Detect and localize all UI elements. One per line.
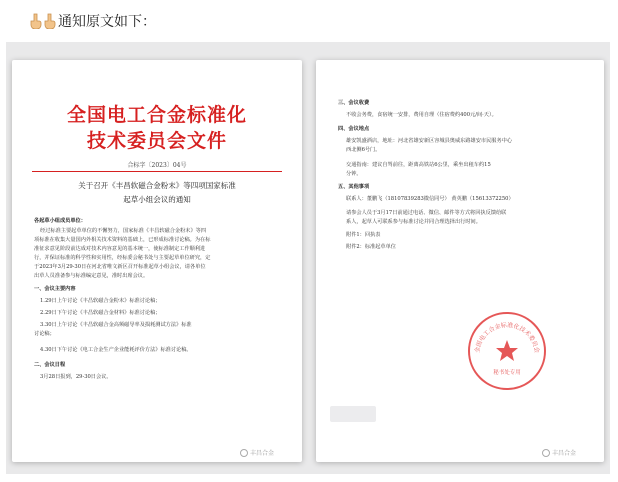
watermark — [542, 448, 576, 457]
red-divider — [32, 171, 282, 172]
transport-line: 交通指南：建议自驾前往，距离高铁站6公里，乘坐出租车约15 — [346, 162, 491, 168]
header-line-1: 全国电工合金标准化 — [66, 104, 247, 126]
note-line: 系人，起草人可联系参与标准讨论并同合理选择出行时间。 — [346, 219, 481, 225]
notice-title-line-1: 关于召开《丰昌软磁合金粉末》等四项国家标准 — [78, 181, 236, 190]
watermark-text: 丰昌合金 — [250, 450, 275, 457]
watermark — [240, 448, 274, 457]
transport-line: 分钟。 — [346, 171, 362, 177]
official-seal-stamp — [466, 310, 548, 392]
body-line: 经过标准主要起草单位的不懈努力，国家标准《丰昌软磁合金粉末》等四 — [40, 228, 207, 234]
document-page-2 — [316, 60, 604, 462]
seal-text: 全国电工合金标准化技术委员会 — [473, 321, 541, 354]
fee-text: 不收会务费，食宿统一安排，费用自理（住宿费约400元/间·天）。 — [346, 112, 497, 118]
seal-bottom-text: 秘书处专用 — [493, 370, 521, 376]
agenda-item: 4.30日下午讨论《电工合金生产企业能耗评价方法》标准讨论稿。 — [40, 347, 192, 353]
watermark-logo-icon — [542, 449, 550, 457]
section-heading-3: 三、会议收费 — [338, 100, 370, 106]
watermark-logo-icon — [240, 449, 248, 457]
document-image-stage — [6, 42, 610, 474]
agenda-item: 讨论稿； — [34, 331, 55, 337]
document-page-1 — [12, 60, 302, 462]
section-heading-2: 二、会议日程 — [34, 362, 66, 368]
attachment-2: 附件2：标准起草单位 — [346, 244, 396, 250]
intro-line — [30, 10, 156, 32]
body-line: 准征求意见阶段前达成对技术内容意见的基本统一，使标准制定工作顺利进 — [34, 246, 206, 252]
blurred-area — [330, 406, 376, 422]
contact-line: 联系人：董鹏飞（18107839283微信同号） 黄英鹏（15613372250） — [346, 196, 514, 202]
body-line: 于2023年3月29-30日在河北省唯文新区召开标准起草小组会议，请各单位 — [34, 264, 206, 270]
watermark-text: 丰昌合金 — [552, 450, 577, 457]
agenda-item: 1.29日上午讨论《丰昌软磁合金粉末》标准讨论稿； — [40, 298, 161, 304]
header-line-2: 技术委员会文件 — [86, 130, 227, 152]
note-line: 请参会人员于3月17日前通过电话、微信、邮件等方式将回执反馈给联 — [346, 210, 507, 216]
address-line: 西北侧6号门。 — [346, 147, 381, 153]
section-heading-1: 一、会议主要内容 — [34, 286, 76, 292]
agenda-item: 2.29日下午讨论《丰昌软磁合金材料》标准讨论稿； — [40, 310, 161, 316]
agenda-item: 3.30日上午讨论《丰昌软磁合金高频磁导率及损耗测试方法》标准 — [40, 322, 192, 328]
pointing-down-hand-icon — [30, 13, 42, 29]
seal-star-icon — [496, 340, 518, 361]
intro-text: 通知原文如下： — [58, 14, 156, 30]
section-heading-4: 四、会议地点 — [338, 126, 370, 132]
pointing-down-hand-icon — [44, 13, 56, 29]
body-line: 行，并保证标准的科学性和实用性，经标委会秘书处与主要起草单位研究，定 — [34, 255, 211, 261]
attachment-1: 附件1：回执表 — [346, 232, 381, 238]
body-line: 出草人员准备参与标准编定意见，准时出席会议。 — [34, 273, 149, 279]
address-line: 雄安凯盛酒店，地址：河北省雄安新区容城县奥威东路雄安市民服务中心 — [346, 138, 513, 144]
body-line: 项标准在收集大量国内外相关技术资料的基础上，已形成标准讨论稿。为在标 — [34, 237, 211, 243]
notice-title-line-2: 起草小组会议的通知 — [123, 195, 191, 204]
document-number: 合标字〔2023〕04号 — [127, 162, 187, 169]
schedule-text: 3月28日报到，29-30日会议。 — [40, 374, 112, 380]
section-heading-5: 五、其他事项 — [338, 184, 370, 190]
salutation: 各起草小组成员单位： — [34, 218, 86, 224]
